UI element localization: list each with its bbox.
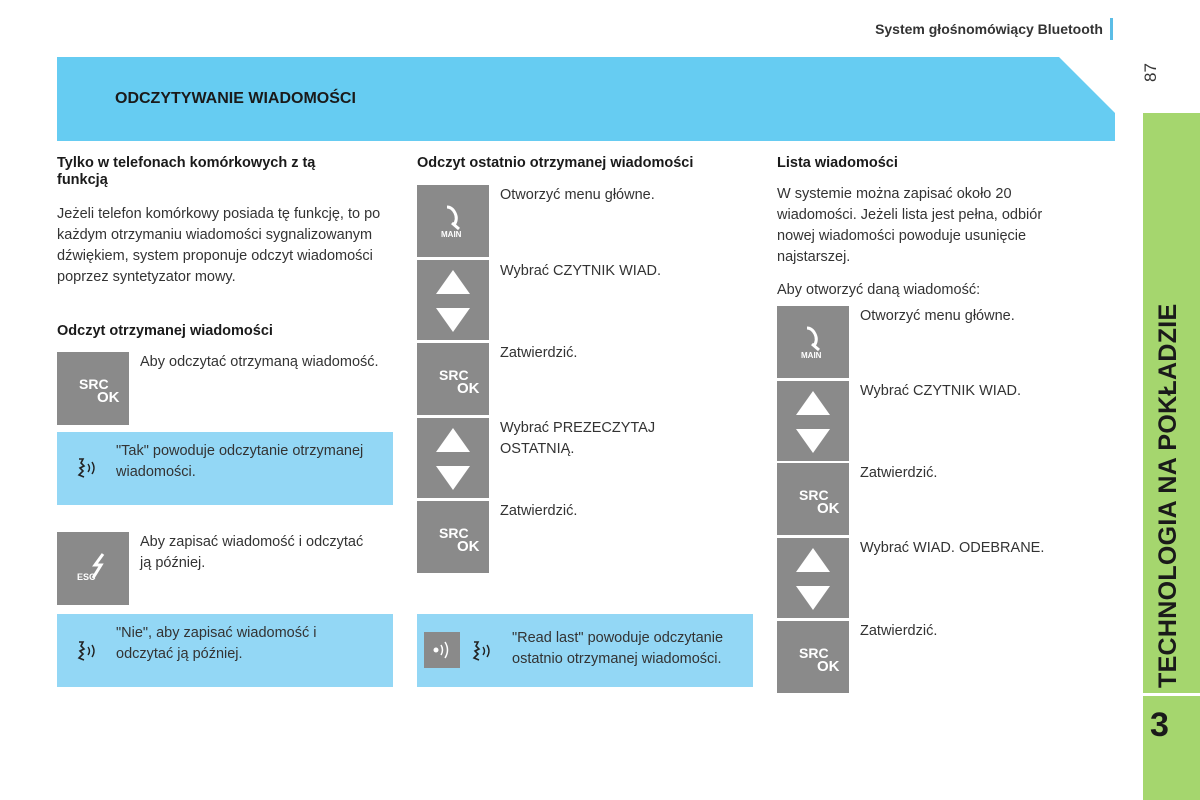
col3-step-3: Zatwierdzić. [860,465,938,481]
voice-command-icon [75,455,101,485]
up-down-arrows-icon [417,418,489,498]
col2-step-5: Zatwierdzić. [500,503,578,519]
col1-step-read: Aby odczytać otrzymaną wiadomość. [140,354,379,370]
col1-info-yes-text: "Tak" powoduje odczytanie otrzymanej wiadomości. [116,443,364,480]
col3-step-5: Zatwierdzić. [860,623,938,639]
up-down-arrows-icon [417,260,489,340]
src-ok-button-icon: SRC OK [777,463,849,535]
col3-lead: Aby otworzyć daną wiadomość: [777,282,981,298]
voice-command-icon [470,638,496,668]
svg-text:MAIN: MAIN [801,351,822,360]
col1-subheading: Odczyt otrzymanej wiadomości [57,323,273,339]
col1-info-no-text: "Nie", aby zapisać wiadomość i odczytać ją później. [116,625,317,662]
col2-step-3: Zatwierdzić. [500,345,578,361]
chapter-title: TECHNOLOGIA NA POKŁADZIE [1154,303,1182,688]
col2-info-read-last-text: "Read last" powoduje odczytanie ostatnio otrzymanej wiadomości. [512,630,724,667]
src-ok-button-icon: SRC OK [57,352,129,425]
voice-button-icon [424,632,460,668]
svg-text:MAIN: MAIN [441,230,462,239]
col3-intro: W systemie można zapisać około 20 wiadomości. Jeżeli lista jest pełna, odbiór nowej wiadomości powoduje usunięcie najstarszej. [777,186,1043,265]
src-ok-button-icon: SRC OK [777,621,849,693]
col1-intro: Jeżeli telefon komórkowy posiada tę funkcję, to po każdym otrzymaniu wiadomości sygnalizowanym dźwiękiem, system proponuje odczyt wiadomości poprzez syntetyzator mowy. [57,206,381,285]
main-menu-button-icon [777,306,849,378]
col3-step-2: Wybrać CZYTNIK WIAD. [860,383,1021,399]
page-number: 87 [1141,63,1160,82]
up-down-arrows-icon [777,381,849,461]
col3-heading: Lista wiadomości [777,155,898,171]
up-down-arrows-icon [777,538,849,618]
col3-step-1: Otworzyć menu główne. [860,308,1015,324]
chapter-number: 3 [1150,706,1169,744]
svg-text:ESC: ESC [77,572,96,582]
col1-heading: Tylko w telefonach komórkowych z tą funkcją [57,155,316,188]
col2-step-2: Wybrać CZYTNIK WIAD. [500,263,661,279]
main-menu-button-icon [417,185,489,257]
col2-heading: Odczyt ostatnio otrzymanej wiadomości [417,155,694,171]
chapter-tab-divider [1143,693,1200,696]
voice-command-icon [75,638,101,668]
col3-step-4: Wybrać WIAD. ODEBRANE. [860,540,1045,556]
col1-step-later: Aby zapisać wiadomość i odczytać ją później. [140,534,364,571]
col2-step-4: Wybrać PREZECZYTAJ OSTATNIĄ. [500,420,656,457]
esc-button-icon [57,532,129,605]
col2-step-1: Otworzyć menu główne. [500,187,655,203]
src-ok-button-icon: SRC OK [417,501,489,573]
running-header: System głośnomówiący Bluetooth [875,21,1103,37]
src-ok-button-icon: SRC OK [417,343,489,415]
section-title: ODCZYTYWANIE WIADOMOŚCI [115,90,356,107]
header-rule [1110,18,1113,40]
